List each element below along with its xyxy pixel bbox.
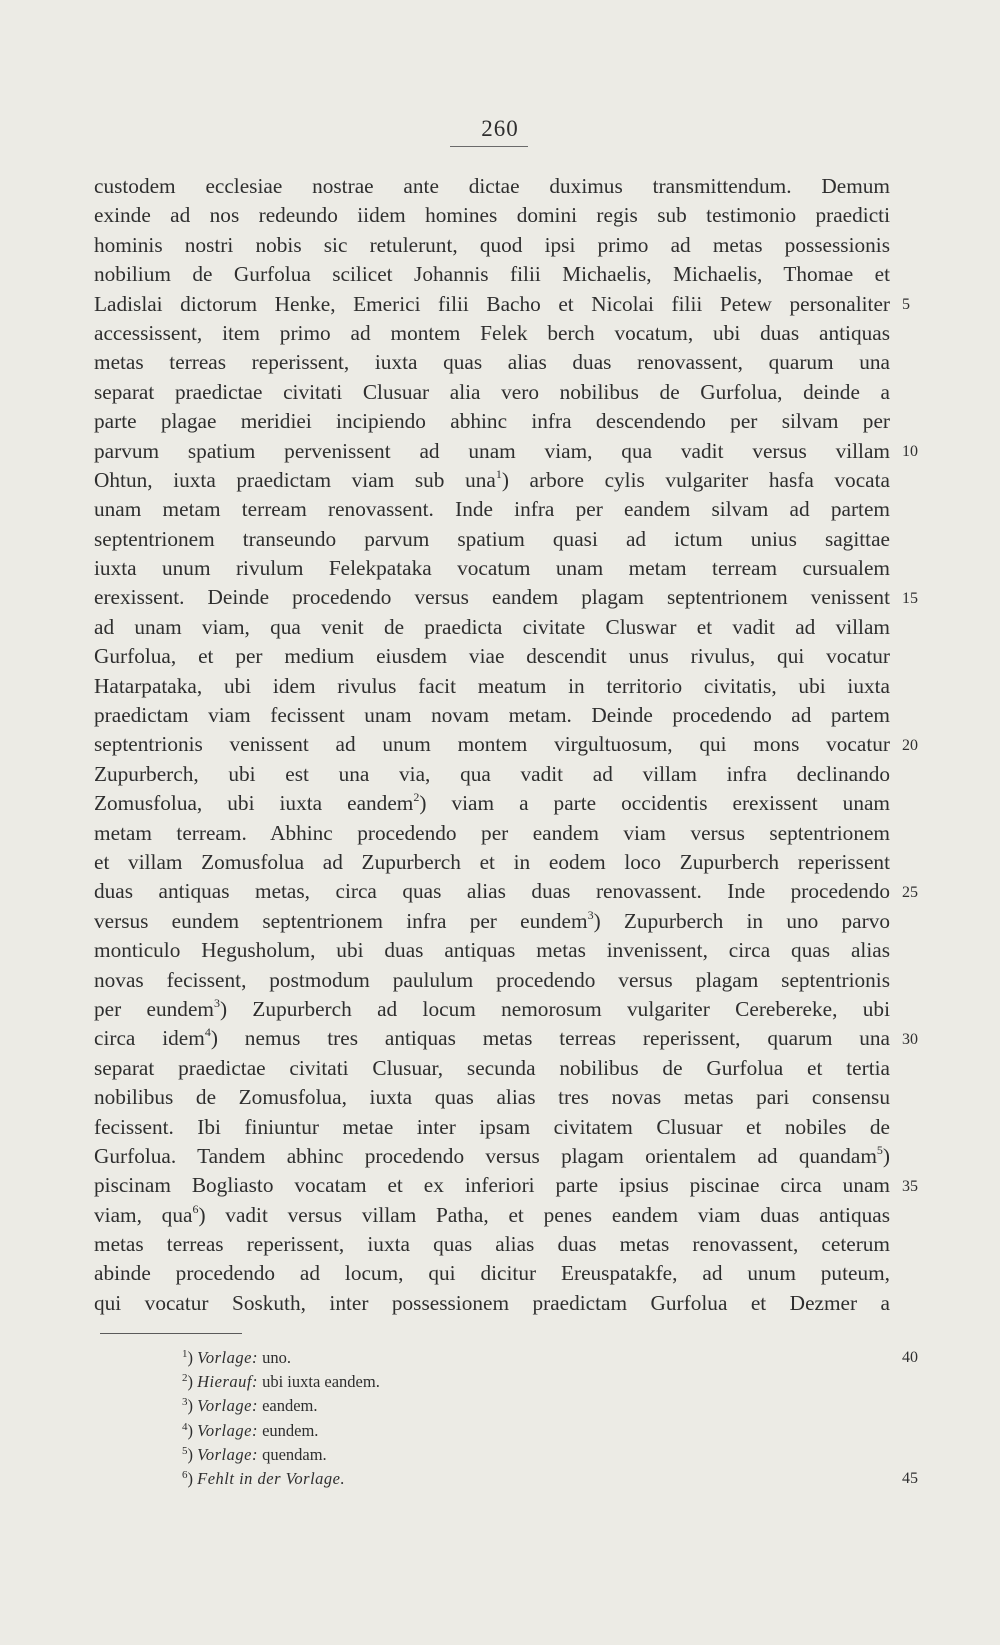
footnote-reference: 1 <box>495 466 502 481</box>
text-segment: Ohtun, iuxta praedictam viam sub una <box>94 467 496 492</box>
text-segment: viam, qua <box>94 1202 193 1227</box>
text-segment: Zomusfolua, ubi iuxta eandem <box>94 791 414 816</box>
text-segment: iuxta unum rivulum Felekpataka vocatum unam metam terream cursualem <box>94 556 890 581</box>
footnote <box>182 1370 380 1394</box>
footnote-rule <box>100 1333 242 1334</box>
footnote-text: quendam. <box>257 1444 327 1464</box>
text-segment: parvum spatium pervenissent ad unam viam, qua vadit versus villam <box>94 438 890 463</box>
text-segment: praedictam viam fecissent unam novam metam. Deinde procedendo ad partem <box>94 703 890 728</box>
text-segment: circa idem <box>94 1026 205 1051</box>
footnote-mark: 3 <box>182 1396 188 1409</box>
text-segment: metam terream. Abhinc procedendo per eandem viam versus septentrionem <box>94 820 890 845</box>
footnote-mark-paren: ) <box>187 1372 198 1392</box>
margin-line-number: 5 <box>902 295 910 313</box>
footnote-text: eundem. <box>257 1420 319 1440</box>
text-segment: Zupurberch, ubi est una via, qua vadit ad villam infra declinando <box>94 761 890 786</box>
text-segment: ) viam a parte occidentis erexissent unam <box>419 791 890 816</box>
footnote-text: uno. <box>257 1348 291 1367</box>
margin-line-number: 35 <box>902 1177 918 1195</box>
text-segment: custodem ecclesiae nostrae ante dictae duximus transmittendum. Demum <box>94 174 890 198</box>
text-segment: ) arbore cylis vulgariter hasfa vocata <box>501 467 890 492</box>
footnote-mark: 5 <box>182 1444 188 1457</box>
text-segment: novas fecissent, postmodum paululum procedendo versus plagam septentrionis <box>94 967 890 992</box>
footnote-lead: Fehlt in der Vorlage. <box>197 1468 346 1488</box>
footnote <box>182 1394 380 1418</box>
footnote <box>182 1443 380 1467</box>
footnote <box>182 1419 380 1443</box>
text-segment: Hatarpataka, ubi idem rivulus facit meatum in territorio civitatis, ubi iuxta <box>94 673 890 698</box>
footnote-mark-paren: ) <box>187 1468 198 1488</box>
text-segment: fecissent. Ibi finiuntur metae inter ipsam civitatem Clusuar et nobiles de <box>94 1114 890 1139</box>
footnote-mark-paren: ) <box>187 1396 198 1416</box>
text-segment: abinde procedendo ad locum, qui dicitur Ereuspatakfe, ad unum puteum, <box>94 1261 890 1286</box>
footnote-mark: 1 <box>182 1348 188 1360</box>
footnote-reference: 5 <box>876 1142 883 1157</box>
text-segment: parte plagae meridiei incipiendo abhinc infra descendendo per silvam per <box>94 409 890 434</box>
margin-line-number: 45 <box>902 1470 918 1487</box>
footnote-mark: 6 <box>182 1468 188 1481</box>
text-segment: exinde ad nos redeundo iidem homines domini regis sub testimonio praedicti <box>94 203 890 228</box>
footnote-lead: Hierauf: <box>197 1372 258 1392</box>
text-segment: et villam Zomusfolua ad Zupurberch et in eodem loco Zupurberch reperissent <box>94 849 890 874</box>
text-segment: versus eundem septentrionem infra per eundem <box>94 908 588 933</box>
margin-line-number: 40 <box>902 1349 918 1366</box>
text-segment: nobilibus de Zomusfolua, iuxta quas alias tres novas metas pari consensu <box>94 1085 890 1110</box>
footnote-text: ubi iuxta eandem. <box>257 1372 380 1392</box>
text-segment: nobilium de Gurfolua scilicet Johannis filii Michaelis, Michaelis, Thomae et <box>94 262 890 287</box>
text-segment: Gurfolua. Tandem abhinc procedendo versus plagam orientalem ad quandam <box>94 1143 877 1168</box>
text-segment: qui vocatur Soskuth, inter possessionem praedictam Gurfolua et Dezmer a <box>94 1290 890 1315</box>
text-segment: ) <box>882 1143 890 1168</box>
text-segment: accessissent, item primo ad montem Felek berch vocatum, ubi duas antiquas <box>94 320 890 345</box>
text-segment: erexissent. Deinde procedendo versus eandem plagam septentrionem venissent <box>94 585 890 610</box>
footnote-reference: 4 <box>204 1025 211 1040</box>
footnote-lead: Vorlage: <box>197 1348 258 1367</box>
margin-line-number: 30 <box>902 1030 918 1048</box>
text-segment: Ladislai dictorum Henke, Emerici filii Bacho et Nicolai filii Petew personaliter <box>94 291 890 316</box>
page-number: 260 <box>481 116 519 141</box>
footnotes <box>182 1346 380 1491</box>
text-segment: ) nemus tres antiquas metas terreas reperissent, quarum una <box>210 1026 890 1051</box>
text-segment: ) vadit versus villam Patha, et penes eandem viam duas antiquas <box>198 1202 890 1227</box>
text-segment: Gurfolua, et per medium eiusdem viae descendit unus rivulus, qui vocatur <box>94 644 890 669</box>
text-segment: ad unam viam, qua venit de praedicta civitate Cluswar et vadit ad villam <box>94 614 890 639</box>
footnote <box>182 1467 380 1491</box>
footnote-reference: 3 <box>587 907 594 922</box>
footnote <box>182 1346 380 1370</box>
footnote-mark-paren: ) <box>187 1348 198 1367</box>
footnote-mark: 4 <box>182 1420 188 1433</box>
text-segment: septentrionis venissent ad unum montem virgultuosum, qui mons vocatur <box>94 732 890 757</box>
footnote-mark: 2 <box>182 1372 188 1385</box>
footnote-lead: Vorlage: <box>197 1444 258 1464</box>
text-segment: separat praedictae civitati Clusuar, secunda nobilibus de Gurfolua et tertia <box>94 1055 890 1080</box>
text-segment: per eundem <box>94 996 214 1021</box>
footnote-reference: 3 <box>213 995 220 1010</box>
margin-line-number: 10 <box>902 442 918 460</box>
text-segment: monticulo Hegusholum, ubi duas antiquas metas invenissent, circa quas alias <box>94 938 890 963</box>
margin-line-number: 20 <box>902 736 918 754</box>
text-segment: duas antiquas metas, circa quas alias duas renovassent. Inde procedendo <box>94 879 890 904</box>
footnote-reference: 2 <box>413 790 420 805</box>
text-segment: metas terreas reperissent, iuxta quas alias duas metas renovassent, ceterum <box>94 1232 890 1257</box>
text-segment: ) Zupurberch in uno parvo <box>593 908 890 933</box>
footnote-mark-paren: ) <box>187 1444 198 1464</box>
text-segment: septentrionem transeundo parvum spatium quasi ad ictum unius sagittae <box>94 526 890 551</box>
footnote-mark-paren: ) <box>187 1420 198 1440</box>
margin-line-number: 15 <box>902 589 918 607</box>
text-segment: separat praedictae civitati Clusuar alia vero nobilibus de Gurfolua, deinde a <box>94 379 890 404</box>
footnote-text: eandem. <box>257 1396 318 1416</box>
footnote-lead: Vorlage: <box>197 1420 258 1440</box>
text-segment: unam metam terream renovassent. Inde infra per eandem silvam ad partem <box>94 497 890 522</box>
margin-line-number: 25 <box>902 883 918 901</box>
footnote-lead: Vorlage: <box>197 1396 258 1416</box>
footnote-reference: 6 <box>192 1201 199 1216</box>
text-segment: piscinam Bogliasto vocatam et ex inferiori parte ipsius piscinae circa unam <box>94 1173 890 1198</box>
text-segment: metas terreas reperissent, iuxta quas alias duas renovassent, quarum una <box>94 350 890 375</box>
text-segment: hominis nostri nobis sic retulerunt, quod ipsi primo ad metas possessionis <box>94 232 890 257</box>
text-segment: ) Zupurberch ad locum nemorosum vulgariter Cerebereke, ubi <box>219 996 890 1021</box>
